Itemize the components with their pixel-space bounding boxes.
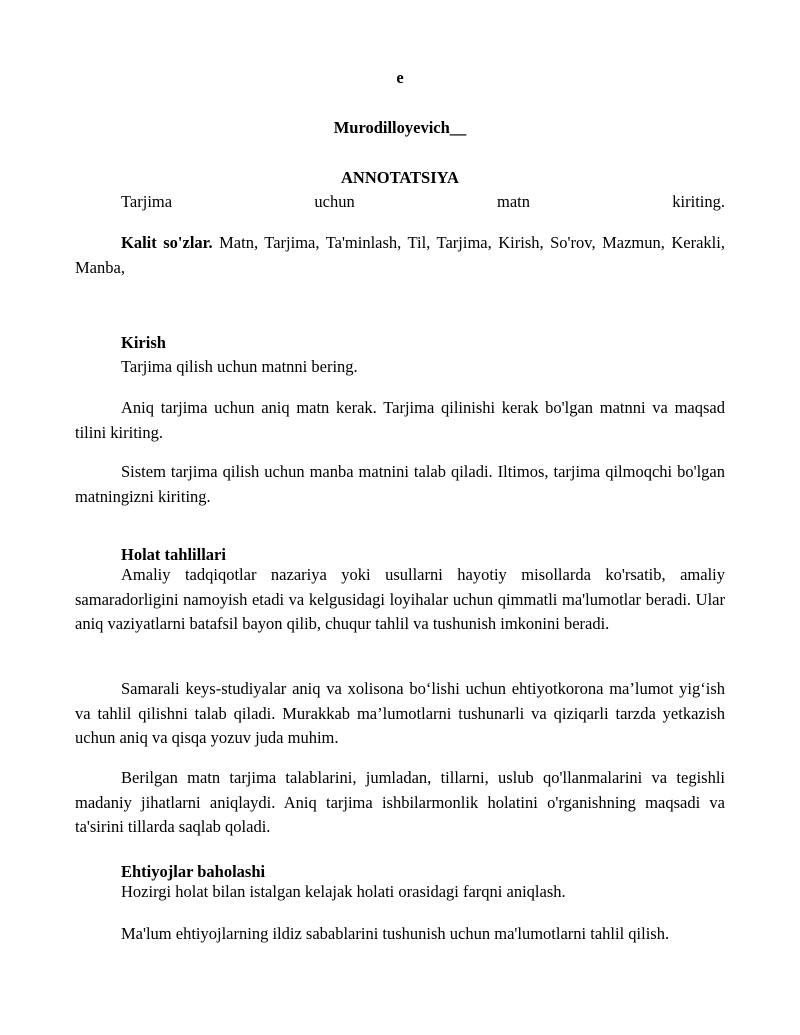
needs-paragraph-1: Hozirgi holat bilan istalgan kelajak holati orasidagi farqni aniqlash. xyxy=(121,882,566,901)
header-line: e xyxy=(396,68,404,87)
keywords-label: Kalit so'zlar. xyxy=(121,233,213,252)
section-heading-needs: Ehtiyojlar baholashi xyxy=(121,862,266,881)
case-paragraph-2: Samarali keys-studiyalar aniq va xolisona bo‘lishi uchun ehtiyotkorona ma’lumot yig‘ish va tahlil qilishni talab qiladi. Murakkab ma’lumotlarni tushunarli va qiziqarli tarzda yetkazish uchun aniq va qisqa yozuv juda muhim. xyxy=(75,679,725,747)
intro-paragraph-2: Aniq tarjima uchun aniq matn kerak. Tarjima qilinishi kerak bo'lgan matnni va maqsad tilini kiriting. xyxy=(75,398,725,442)
keywords-text: Matn, Tarjima, Ta'minlash, Til, Tarjima, Kirish, So'rov, Mazmun, Kerakli, Manba, xyxy=(75,233,725,277)
needs-paragraph-2: Ma'lum ehtiyojlarning ildiz sabablarini tushunish uchun ma'lumotlarni tahlil qilish. xyxy=(121,924,670,943)
section-heading-intro: Kirish xyxy=(121,333,166,352)
intro-paragraph-1: Tarjima qilish uchun matnni bering. xyxy=(121,357,358,376)
case-paragraph-3: Berilgan matn tarjima talablarini, jumladan, tillarni, uslub qo'llanmalarini va tegishli madaniy jihatlarni aniqlaydi. Aniq tarjima ishbilarmonlik holatini o'rganishning maqsadi va ta'sirini tillarda saqlab qoladi. xyxy=(75,768,725,836)
annotation-text: Tarjima uchun matn kiriting. xyxy=(121,192,725,211)
intro-paragraph-3: Sistem tarjima qilish uchun manba matnini talab qiladi. Iltimos, tarjima qilmoqchi bo'lgan matningizni kiriting. xyxy=(75,462,725,506)
section-heading-case: Holat tahlillari xyxy=(121,545,226,564)
case-paragraph-1: Amaliy tadqiqotlar nazariya yoki usullarni hayotiy misollarda ko'rsatib, amaliy samaradorligini namoyish etadi va kelgusidagi loyihalar uchun qimmatli ma'lumotlar beradi. Ular aniq vaziyatlarni batafsil bayon qilib, chuqur tahlil va tushunish imkonini beradi. xyxy=(75,565,725,633)
annotation-title: ANNOTATSIYA xyxy=(341,168,459,187)
author-name: Murodilloyevich__ xyxy=(333,118,467,137)
keywords-paragraph xyxy=(75,231,725,280)
